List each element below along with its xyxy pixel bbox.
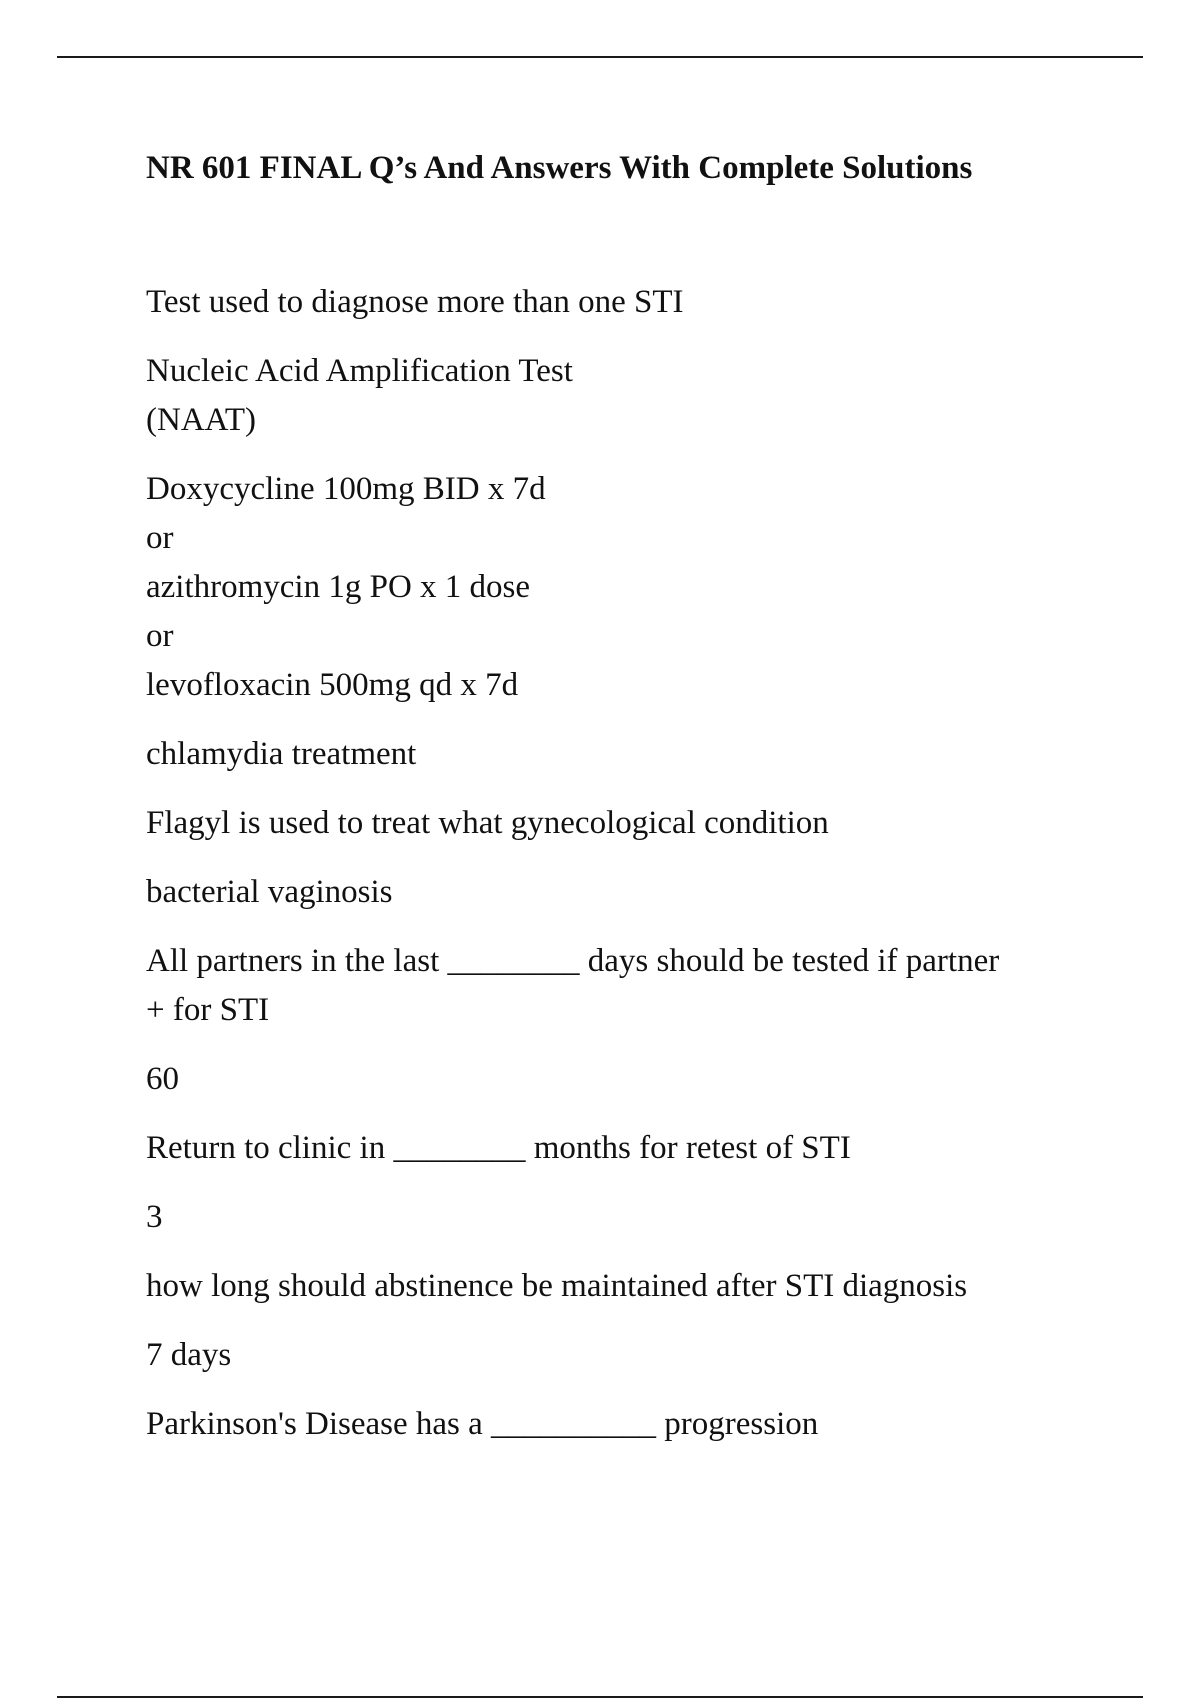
paragraph-question [146, 278, 1106, 327]
text-line: 60 [146, 1061, 179, 1097]
paragraph-answer [146, 347, 1106, 445]
text-line: (NAAT) [146, 402, 256, 438]
paragraph-answer [146, 730, 1106, 779]
paragraph-question [146, 799, 1106, 848]
paragraph-question [146, 1262, 1106, 1311]
top-rule [57, 56, 1143, 58]
text-line: Return to clinic in ________ months for retest of STI [146, 1130, 851, 1166]
document-title: NR 601 FINAL Q’s And Answers With Complete Solutions [146, 150, 973, 186]
text-line: 3 [146, 1199, 163, 1235]
text-line: Nucleic Acid Amplification Test [146, 353, 573, 389]
text-line: or [146, 520, 174, 556]
document-body [146, 278, 1106, 1469]
paragraph-question [146, 465, 1106, 710]
text-line: how long should abstinence be maintained after STI diagnosis [146, 1268, 968, 1304]
text-line: 7 days [146, 1337, 232, 1373]
text-line: bacterial vaginosis [146, 874, 393, 910]
paragraph-question [146, 1124, 1106, 1173]
paragraph-question [146, 1400, 1106, 1449]
paragraph-answer [146, 1331, 1106, 1380]
paragraph-question [146, 937, 1106, 1035]
paragraph-answer [146, 1055, 1106, 1104]
paragraph-answer [146, 868, 1106, 917]
text-line: azithromycin 1g PO x 1 dose [146, 569, 531, 605]
text-line: + for STI [146, 992, 270, 1028]
text-line: chlamydia treatment [146, 736, 417, 772]
text-line: All partners in the last ________ days should be tested if partner [146, 943, 1000, 979]
text-line: Doxycycline 100mg BID x 7d [146, 471, 546, 507]
text-line: Parkinson's Disease has a __________ progression [146, 1406, 819, 1442]
text-line: or [146, 618, 174, 654]
paragraph-answer [146, 1193, 1106, 1242]
text-line: levofloxacin 500mg qd x 7d [146, 667, 519, 703]
text-line: Flagyl is used to treat what gynecological condition [146, 805, 829, 841]
bottom-rule [57, 1696, 1143, 1698]
text-line: Test used to diagnose more than one STI [146, 284, 684, 320]
